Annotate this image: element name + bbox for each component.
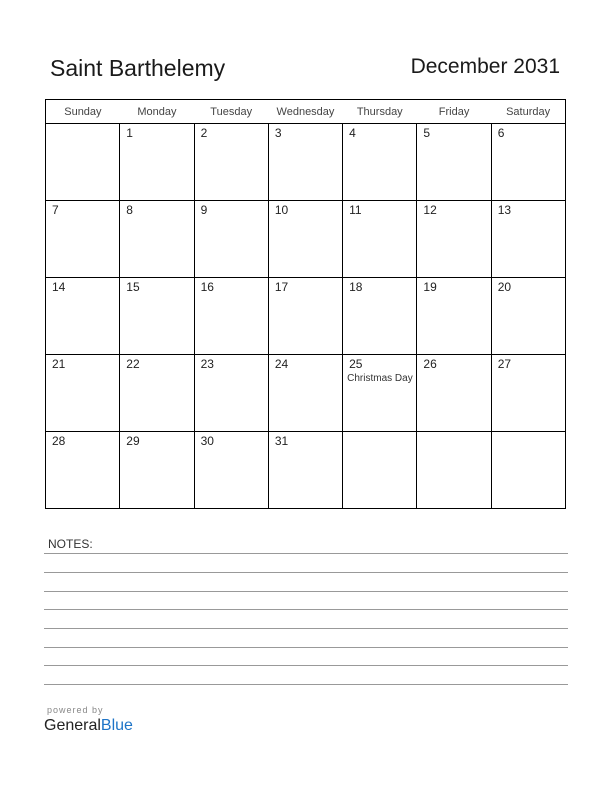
calendar-day-cell <box>46 278 120 355</box>
calendar-day-cell <box>343 355 417 432</box>
calendar-day-cell <box>343 201 417 278</box>
day-number <box>492 432 565 434</box>
calendar-country-title: Saint Barthelemy <box>50 55 226 81</box>
calendar-day-cell <box>194 278 268 355</box>
calendar-day-cell <box>120 124 194 201</box>
weekday-monday: Monday <box>120 100 194 124</box>
calendar-day-cell <box>46 124 120 201</box>
calendar-week-row <box>46 432 566 509</box>
day-number: 11 <box>349 203 362 217</box>
day-number: 16 <box>200 280 214 294</box>
calendar-day-cell <box>343 124 417 201</box>
calendar-day-cell <box>417 201 491 278</box>
weekday-wednesday: Wednesday <box>268 100 342 124</box>
day-number: 6 <box>497 126 505 140</box>
calendar-day-cell <box>46 355 120 432</box>
day-number: 30 <box>200 434 214 448</box>
day-number: 27 <box>497 357 512 371</box>
calendar-day-cell <box>417 432 491 509</box>
day-number: 15 <box>126 280 140 294</box>
day-number: 1 <box>126 126 133 140</box>
calendar-day-cell <box>120 201 194 278</box>
calendar-day-cell <box>491 355 565 432</box>
calendar-day-cell <box>46 201 120 278</box>
day-number: 8 <box>126 203 133 217</box>
calendar-day-cell <box>194 355 268 432</box>
calendar-day-cell <box>491 278 565 355</box>
calendar-day-cell <box>120 355 194 432</box>
day-number: 17 <box>274 280 289 294</box>
notes-line <box>44 572 568 573</box>
generalblue-logo <box>44 717 133 735</box>
day-number: 28 <box>52 434 66 448</box>
calendar-day-cell <box>417 124 491 201</box>
day-number: 29 <box>126 434 140 448</box>
day-number: 31 <box>274 434 289 448</box>
calendar-day-cell <box>491 124 565 201</box>
day-number: 26 <box>423 357 437 371</box>
calendar-day-cell <box>268 124 342 201</box>
day-number: 2 <box>200 126 208 140</box>
holiday-event: Christmas Day <box>347 373 413 384</box>
calendar-day-cell <box>46 432 120 509</box>
weekday-sunday: Sunday <box>46 100 120 124</box>
day-number: 20 <box>497 280 512 294</box>
day-number: 19 <box>423 280 437 294</box>
calendar-day-cell <box>343 278 417 355</box>
calendar-day-cell <box>194 201 268 278</box>
day-number: 24 <box>274 357 289 371</box>
notes-line <box>44 647 568 648</box>
day-number: 3 <box>274 126 282 140</box>
calendar-week-row <box>46 201 566 278</box>
calendar-day-cell <box>194 432 268 509</box>
day-number: 9 <box>200 203 208 217</box>
weekday-header-row <box>46 100 566 124</box>
weekday-saturday: Saturday <box>491 100 565 124</box>
day-number: 13 <box>497 203 512 217</box>
calendar-day-cell <box>268 201 342 278</box>
day-number <box>343 432 416 434</box>
day-number <box>417 432 490 434</box>
day-number: 22 <box>126 357 140 371</box>
day-number: 23 <box>200 357 214 371</box>
notes-line <box>44 609 568 610</box>
logo-blue: Blue <box>100 717 133 734</box>
day-number: 25 <box>349 357 363 371</box>
calendar-day-cell <box>343 432 417 509</box>
powered-by-text: powered by <box>47 705 104 715</box>
notes-line <box>44 628 568 629</box>
day-number: 4 <box>349 126 356 140</box>
calendar-day-cell <box>491 201 565 278</box>
calendar-month-title: December 2031 <box>410 55 560 78</box>
day-number: 7 <box>52 203 59 217</box>
day-number: 5 <box>423 126 431 140</box>
day-number: 10 <box>274 203 289 217</box>
calendar-grid <box>45 99 566 509</box>
calendar-day-cell <box>268 355 342 432</box>
notes-line <box>44 591 568 592</box>
notes-line <box>44 684 568 685</box>
weekday-tuesday: Tuesday <box>194 100 268 124</box>
calendar-day-cell <box>194 124 268 201</box>
day-number <box>46 124 119 126</box>
weekday-thursday: Thursday <box>343 100 417 124</box>
day-number: 21 <box>52 357 66 371</box>
weekday-friday: Friday <box>417 100 491 124</box>
calendar-day-cell <box>268 278 342 355</box>
day-number: 12 <box>423 203 437 217</box>
calendar-day-cell <box>417 278 491 355</box>
day-number: 14 <box>52 280 66 294</box>
calendar-day-cell <box>120 278 194 355</box>
calendar-day-cell <box>120 432 194 509</box>
notes-label: NOTES: <box>48 537 93 551</box>
day-number: 18 <box>349 280 363 294</box>
notes-line <box>44 553 568 554</box>
calendar-week-row <box>46 124 566 201</box>
calendar-week-row <box>46 278 566 355</box>
calendar-day-cell <box>417 355 491 432</box>
logo-general: General <box>44 717 101 734</box>
calendar-week-row <box>46 355 566 432</box>
calendar-weeks <box>46 124 566 509</box>
calendar-day-cell <box>491 432 565 509</box>
notes-line <box>44 665 568 666</box>
calendar-day-cell <box>268 432 342 509</box>
